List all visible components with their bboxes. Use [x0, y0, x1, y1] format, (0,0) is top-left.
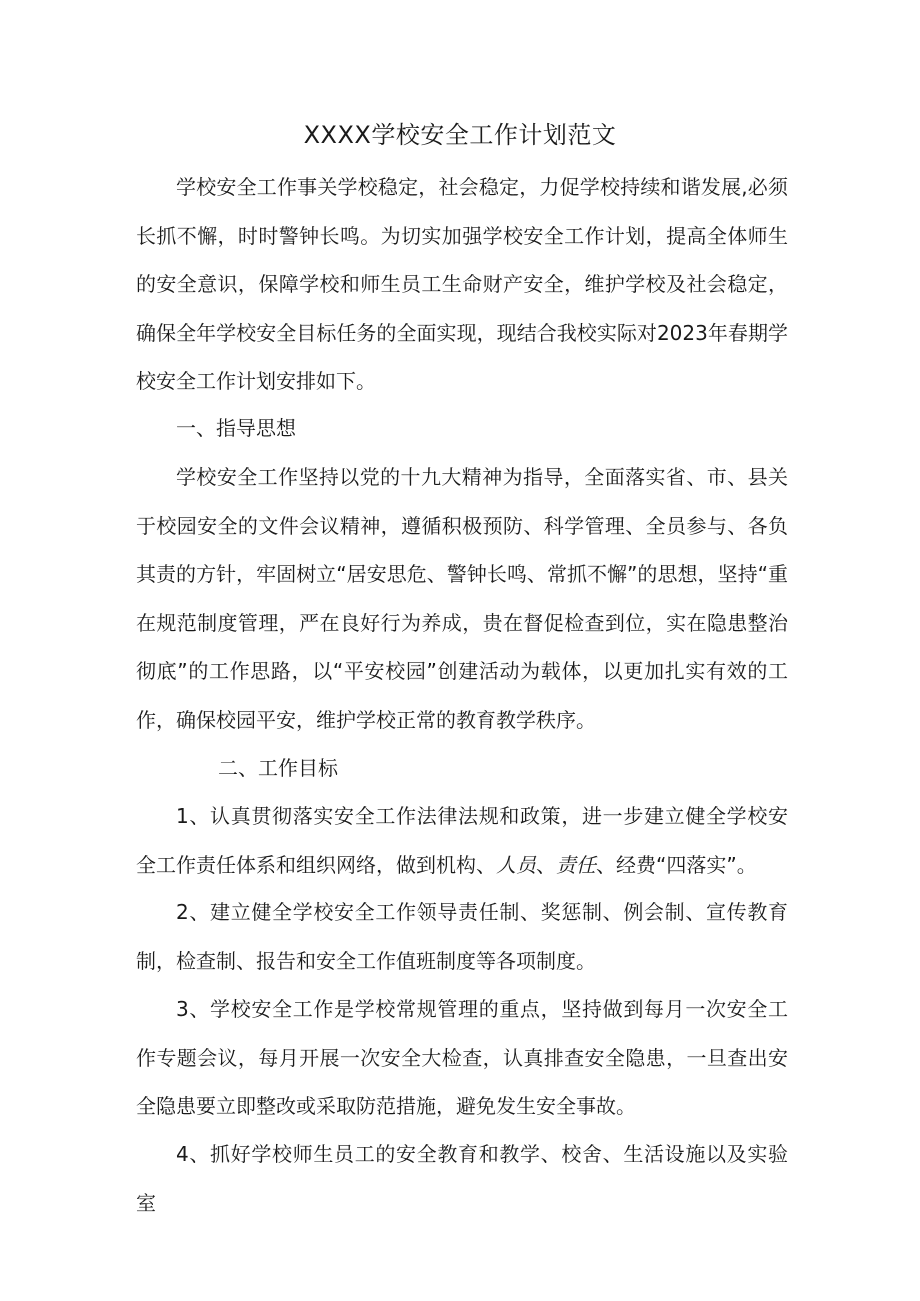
goal-item-1-responsibility: 责任: [556, 852, 596, 877]
goal-item-1: [136, 792, 788, 889]
section-heading-guiding-thought: 一、指导思想: [176, 416, 296, 440]
goal-item-1-separator: 、: [536, 852, 556, 877]
goal-item-1-personnel: 人员: [496, 852, 536, 877]
goal-item-1-text-e: 、经费“四落实”。: [596, 852, 757, 877]
document-title: XXXX学校安全工作计划范文: [303, 121, 617, 149]
goal-item-3: 3、学校安全工作是学校常规管理的重点，坚持做到每月一次安全工作专题会议，每月开展一次安全大检查，认真排查安全隐患，一旦查出安全隐患要立即整改或采取防范措施，避免发生安全事故。: [136, 997, 788, 1119]
intro-paragraph: 学校安全工作事关学校稳定，社会稳定，力促学校持续和谐发展,必须长抓不懈，时时警钟长鸣。为切实加强学校安全工作计划，提高全体师生的安全意识，保障学校和师生员工生命财产安全，维护学校及社会稳定，确保全年学校安全目标任务的全面实现，现结合我校实际对2023年春期学校安全工作计划安排如下。: [136, 175, 788, 394]
guiding-thought-paragraph: 学校安全工作坚持以党的十九大精神为指导，全面落实省、市、县关于校园安全的文件会议精神，遵循积极预防、科学管理、全员参与、各负其责的方针，牢固树立“居安思危、警钟长鸣、常抓不懈”的思想，坚持“重在规范制度管理，严在良好行为养成，贵在督促检查到位，实在隐患整治彻底”的工作思路，以“平安校园”创建活动为载体，以更加扎实有效的工作，确保校园平安，维护学校正常的教育教学秩序。: [136, 465, 788, 732]
goal-item-4: 4、抓好学校师生员工的安全教育和教学、校舍、生活设施以及实验室: [136, 1142, 788, 1215]
goal-item-2: 2、建立健全学校安全工作领导责任制、奖惩制、例会制、宣传教育制，检查制、报告和安全工作值班制度等各项制度。: [136, 900, 788, 973]
goal-item-1-text-a: 1、认真贯彻落实安全工作法律法规和政策，进一步建立健全学校安全工作责任体系和组织网络，做到机构、: [136, 804, 788, 877]
section-heading-work-goals: 二、工作目标: [218, 756, 338, 780]
